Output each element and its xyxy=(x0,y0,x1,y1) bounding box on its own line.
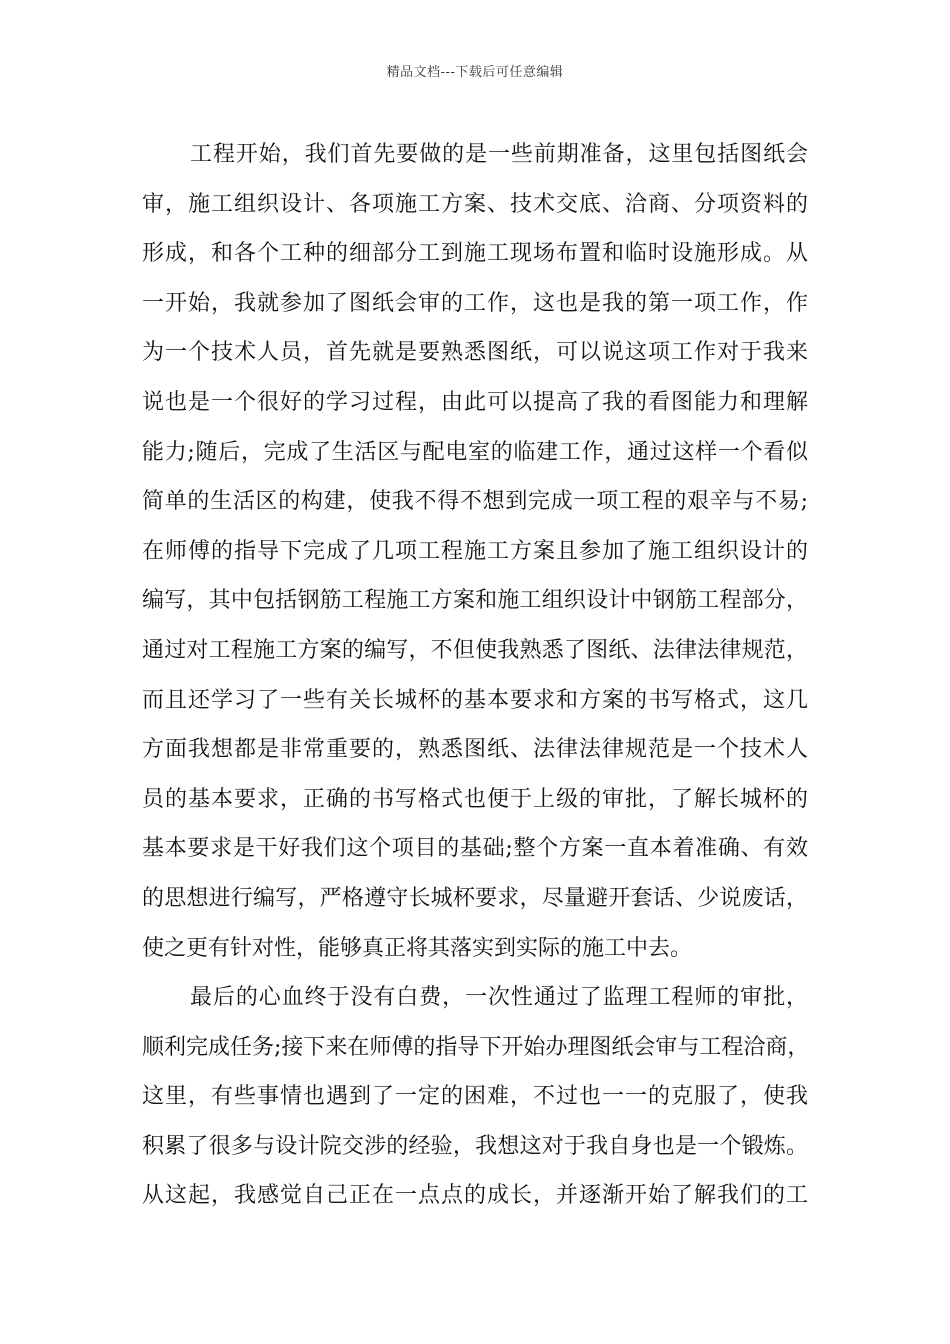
paragraph-2-line-3: 这里，有些事情也遇到了一定的困难，不过也一一的克服了，使我 xyxy=(142,1084,808,1110)
paragraph-1-line-4: 一开始，我就参加了图纸会审的工作，这也是我的第一项工作，作 xyxy=(142,290,808,316)
paragraph-1-line-13: 方面我想都是非常重要的，熟悉图纸、法律法律规范是一个技术人 xyxy=(142,737,808,763)
paragraph-1-line-11: 通过对工程施工方案的编写，不但使我熟悉了图纸、法律法律规范， xyxy=(142,637,808,663)
page-header: 精品文档---下载后可任意编辑 xyxy=(386,65,564,80)
paragraph-1-line-16: 的思想进行编写，严格遵守长城杯要求，尽量避开套话、少说废话， xyxy=(142,885,808,911)
paragraph-1-line-10: 编写，其中包括钢筋工程施工方案和施工组织设计中钢筋工程部分， xyxy=(142,588,808,614)
paragraph-1-line-17: 使之更有针对性，能够真正将其落实到实际的施工中去。 xyxy=(142,935,693,961)
paragraph-1-line-5: 为一个技术人员，首先就是要熟悉图纸，可以说这项工作对于我来 xyxy=(142,340,808,366)
paragraph-1-line-15: 基本要求是干好我们这个项目的基础;整个方案一直本着准确、有效 xyxy=(142,836,808,862)
paragraph-1-line-8: 简单的生活区的构建，使我不得不想到完成一项工程的艰辛与不易; xyxy=(142,489,808,515)
paragraph-1-line-12: 而且还学习了一些有关长城杯的基本要求和方案的书写格式，这几 xyxy=(142,687,808,713)
paragraph-2-line-1: 最后的心血终于没有白费，一次性通过了监理工程师的审批， xyxy=(190,985,808,1011)
paragraph-2-line-5: 从这起，我感觉自己正在一点点的成长，并逐渐开始了解我们的工 xyxy=(142,1183,808,1209)
paragraph-1-line-3: 形成，和各个工种的细部分工到施工现场布置和临时设施形成。从 xyxy=(142,241,808,267)
paragraph-2-line-2: 顺利完成任务;接下来在师傅的指导下开始办理图纸会审与工程洽商， xyxy=(142,1034,810,1060)
paragraph-1-line-1: 工程开始，我们首先要做的是一些前期准备，这里包括图纸会 xyxy=(190,142,808,167)
paragraph-1-line-2: 审，施工组织设计、各项施工方案、技术交底、洽商、分项资料的 xyxy=(142,191,808,217)
paragraph-1-line-7: 能力;随后，完成了生活区与配电室的临建工作，通过这样一个看似 xyxy=(142,439,808,465)
paragraph-1-line-14: 员的基本要求，正确的书写格式也便于上级的审批，了解长城杯的 xyxy=(142,786,808,812)
paragraph-2-line-4: 积累了很多与设计院交涉的经验，我想这对于我自身也是一个锻炼。 xyxy=(142,1133,808,1159)
document-body xyxy=(142,130,808,1221)
paragraph-1-line-6: 说也是一个很好的学习过程，由此可以提高了我的看图能力和理解 xyxy=(142,389,808,415)
paragraph-1-line-9: 在师傅的指导下完成了几项工程施工方案且参加了施工组织设计的 xyxy=(142,538,808,564)
